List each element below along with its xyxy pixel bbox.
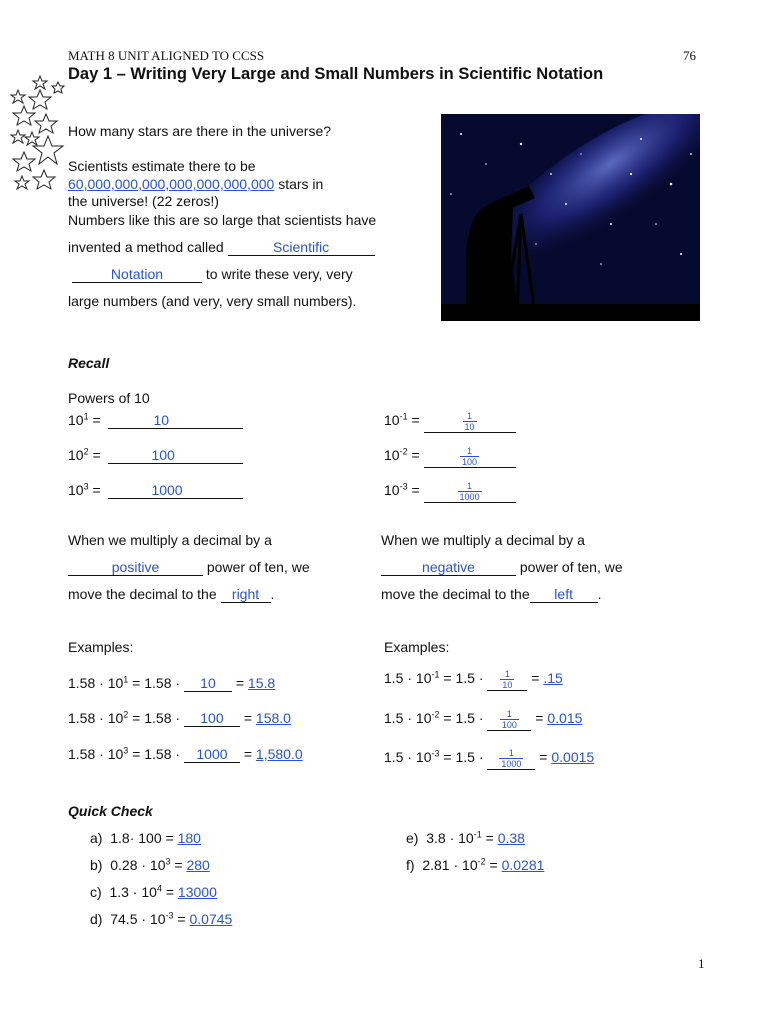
- rule-left-line-1: When we multiply a decimal by a: [68, 532, 272, 548]
- neg-power-row-1: $10^{-1}$ = $\frac{1}{10}$: [384, 411, 516, 433]
- power-exp: 2: [83, 446, 89, 457]
- power-exp: 3: [83, 481, 89, 492]
- qc-answer: 13000: [177, 884, 217, 900]
- page-title: Day 1 – Writing Very Large and Small Numbers in Scientific Notation: [68, 65, 604, 83]
- fraction-num: 1: [506, 709, 512, 719]
- ex-exp: -1: [431, 669, 440, 680]
- fraction-num: 1: [508, 748, 514, 758]
- qc-exp: 4: [156, 883, 162, 894]
- fraction-num: 1: [504, 669, 510, 679]
- ex-base-repeat: 1.5: [455, 670, 475, 687]
- qc-letter: e): [406, 830, 419, 846]
- fraction-den: 1000: [459, 492, 480, 502]
- quick-check-item-b: b) $0.28 \cdot 10^3 = 280$: [90, 856, 210, 873]
- power-base: 10: [68, 447, 84, 463]
- power-base: 10: [68, 412, 84, 428]
- qc-answer: 0.0745: [189, 911, 233, 927]
- ex-fraction-blank: [487, 669, 527, 691]
- rule-left-line-3: move the decimal to the right .: [68, 586, 275, 602]
- fraction: [500, 709, 519, 730]
- intro-line-3: the universe! (22 zeros!): [68, 193, 219, 209]
- intro-line-5: [68, 238, 375, 256]
- examples-label-right: Examples:: [384, 639, 450, 655]
- ex-result: 1,580.0: [255, 746, 303, 762]
- quick-check-item-d: d) $74.5 \cdot 10^{-3} = 0.0745$: [90, 910, 233, 927]
- footer-page-number: 1: [698, 956, 705, 971]
- ex-result: 158.0: [255, 710, 291, 726]
- ex-base-repeat: 1.5: [455, 710, 475, 727]
- blank-notation: Notation: [72, 267, 202, 283]
- qc-expression: 2.81 · 10: [422, 857, 478, 873]
- qc-expression: 74.5 · 10: [110, 911, 166, 927]
- neg-power-row-3: $10^{-3}$ = $\frac{1}{1000}$: [384, 481, 516, 503]
- fraction: [499, 748, 523, 769]
- ex-result: .15: [543, 670, 563, 687]
- ex-mult: 10: [184, 676, 232, 692]
- power-base: 10: [384, 482, 400, 499]
- example-right-1: $1.5 \cdot 10^{-1} = 1.5$ · $\frac{1}{10}$ = .15: [384, 669, 563, 690]
- intro-question: How many stars are there in the universe?: [68, 123, 332, 139]
- ex-base: 1.5: [384, 749, 404, 766]
- example-right-2: $1.5 \cdot 10^{-2} = 1.5$ · $\frac{1}{100}$ = 0.015: [384, 709, 583, 730]
- ex-fraction-blank: [487, 748, 535, 770]
- intro-line-5-text: invented a method called: [68, 239, 224, 255]
- example-left-2: $1.58 \cdot 10^2 = 1.58 \cdot 100 = 158.0$: [68, 709, 291, 726]
- quick-check-heading: Quick Check: [68, 803, 153, 819]
- intro-line-4: Numbers like this are so large that scientists have: [68, 212, 377, 228]
- intro-line-1: Scientists estimate there to be: [68, 158, 256, 174]
- qc-letter: c): [90, 884, 102, 900]
- quick-check-item-a: a) 1.8· 100 = 180: [90, 830, 201, 846]
- qc-letter: f): [406, 857, 415, 873]
- ex-mult: 1000: [184, 747, 240, 763]
- ex-exp: -3: [431, 748, 440, 759]
- qc-exp: -1: [473, 829, 482, 840]
- power-row-3: $10^3 = 1000$: [68, 481, 243, 499]
- qc-answer: 180: [177, 830, 201, 846]
- ex-base-repeat: 1.5: [455, 749, 475, 766]
- intro-line-6-text: to write these very, very: [205, 266, 353, 282]
- neg-power-answer: [424, 411, 516, 433]
- power-exp: -1: [399, 411, 408, 422]
- fraction-num: 1: [467, 481, 473, 491]
- fraction: [500, 669, 514, 690]
- neg-power-row-2: $10^{-2}$ = $\frac{1}{100}$: [384, 446, 516, 468]
- fraction-den: 10: [502, 680, 513, 690]
- ex-base-repeat: 1.58: [144, 746, 172, 762]
- ex-base-repeat: 1.58: [144, 675, 172, 691]
- page-number: 76: [683, 48, 696, 63]
- fraction-num: 1: [467, 411, 473, 421]
- fraction: [460, 446, 479, 467]
- rule-right-line-3: move the decimal to the left .: [381, 586, 602, 602]
- rule-left-line-2-text: power of ten, we: [206, 559, 310, 575]
- fraction-num: 1: [467, 446, 473, 456]
- ex-base: 1.5: [384, 710, 404, 727]
- power-base: 10: [68, 482, 84, 498]
- stars-decoration-icon: [6, 72, 70, 202]
- rule-right-answer-2: left: [530, 587, 598, 603]
- ex-base: 1.5: [384, 670, 404, 687]
- qc-expression: 1.3 · 10: [109, 884, 157, 900]
- rule-right-line-2: [381, 558, 623, 576]
- power-answer-text: 100: [151, 447, 175, 463]
- examples-label-left: Examples:: [68, 639, 134, 655]
- qc-expression: 0.28 · 10: [110, 857, 166, 873]
- ex-base: 1.58: [68, 675, 96, 691]
- fraction-den: 100: [501, 720, 517, 730]
- fraction-den: 10: [464, 422, 475, 432]
- quick-check-item-f: f) $2.81 \cdot 10^{-2} = 0.0281$: [406, 856, 545, 873]
- rule-right-line-2-text: power of ten, we: [519, 559, 623, 575]
- qc-answer: 280: [186, 857, 210, 873]
- rule-right-answer-1: negative: [381, 560, 516, 576]
- qc-exp: 3: [165, 856, 171, 867]
- ex-base: 1.58: [68, 746, 96, 762]
- qc-answer: 0.0281: [501, 857, 545, 873]
- course-header: MATH 8 UNIT ALIGNED TO CCSS: [68, 48, 265, 63]
- ex-exp: 2: [123, 709, 129, 720]
- qc-expression: 1.8· 100: [110, 830, 162, 846]
- neg-power-answer: [424, 481, 516, 503]
- quick-check-item-c: c) $1.3 \cdot 10^4 = 13000$: [90, 883, 217, 900]
- power-answer: [108, 448, 243, 464]
- ex-base-repeat: 1.58: [144, 710, 172, 726]
- ex-result: 0.015: [547, 710, 583, 727]
- power-answer-text: 1000: [151, 482, 183, 498]
- ex-result: 0.0015: [551, 749, 595, 766]
- rule-right-line-1: When we multiply a decimal by a: [381, 532, 585, 548]
- power-exp: -2: [399, 446, 408, 457]
- ex-mult: 100: [184, 711, 240, 727]
- qc-exp: -3: [165, 910, 174, 921]
- power-base: 10: [384, 412, 400, 429]
- qc-exp: -2: [477, 856, 486, 867]
- qc-letter: a): [90, 830, 103, 846]
- rule-left-line-2: [68, 558, 310, 576]
- power-exp: -3: [399, 481, 408, 492]
- example-left-1: $1.58 \cdot 10^1 = 1.58 \cdot 10 = 15.8$: [68, 674, 276, 691]
- power-row-2: $10^2 = 100$: [68, 446, 243, 464]
- ex-result: 15.8: [247, 675, 276, 691]
- recall-heading: Recall: [68, 355, 110, 371]
- qc-letter: b): [90, 857, 103, 873]
- rule-left-answer-1: positive: [68, 560, 203, 576]
- power-answer-text: 10: [153, 412, 170, 428]
- fraction-den: 100: [462, 457, 478, 467]
- example-right-3: $1.5 \cdot 10^{-3} = 1.5$ · $\frac{1}{1000}$ = 0.0015: [384, 748, 595, 769]
- rule-left-line-3-text: move the decimal to the: [68, 586, 217, 602]
- ex-exp: 3: [123, 745, 129, 756]
- big-number: 60,000,000,000,000,000,000,000: [68, 176, 275, 192]
- fraction-den: 1000: [501, 759, 522, 769]
- power-exp: 1: [83, 411, 89, 422]
- ex-exp: -2: [431, 709, 440, 720]
- power-base: 10: [384, 447, 400, 464]
- qc-letter: d): [90, 911, 103, 927]
- intro-line-7: large numbers (and very, very small numbers).: [68, 293, 357, 309]
- ex-fraction-blank: [487, 709, 531, 731]
- rule-right-line-3-text: move the decimal to the: [381, 586, 530, 602]
- example-left-3: $1.58 \cdot 10^3 = 1.58 \cdot 1000 = 1,580.0$: [68, 745, 303, 762]
- neg-power-answer: [424, 446, 516, 468]
- powers-label: Powers of 10: [68, 390, 150, 406]
- fraction: [458, 481, 482, 502]
- power-row-1: $10^1 = 10$: [68, 411, 243, 429]
- blank-scientific: Scientific: [228, 240, 375, 256]
- qc-expression: 3.8 · 10: [426, 830, 474, 846]
- intro-line-2-text: stars in: [274, 176, 324, 192]
- ex-base: 1.58: [68, 710, 96, 726]
- power-answer: [108, 483, 243, 499]
- quick-check-item-e: e) $3.8 \cdot 10^{-1} = 0.38$: [406, 829, 525, 846]
- fraction: [463, 411, 477, 432]
- ex-exp: 1: [123, 674, 129, 685]
- intro-line-2: [68, 175, 323, 193]
- intro-line-6: [72, 265, 353, 283]
- power-answer: [108, 413, 243, 429]
- rule-left-answer-2: right: [221, 587, 271, 603]
- milky-way-photo: [441, 114, 700, 321]
- qc-answer: 0.38: [497, 830, 525, 846]
